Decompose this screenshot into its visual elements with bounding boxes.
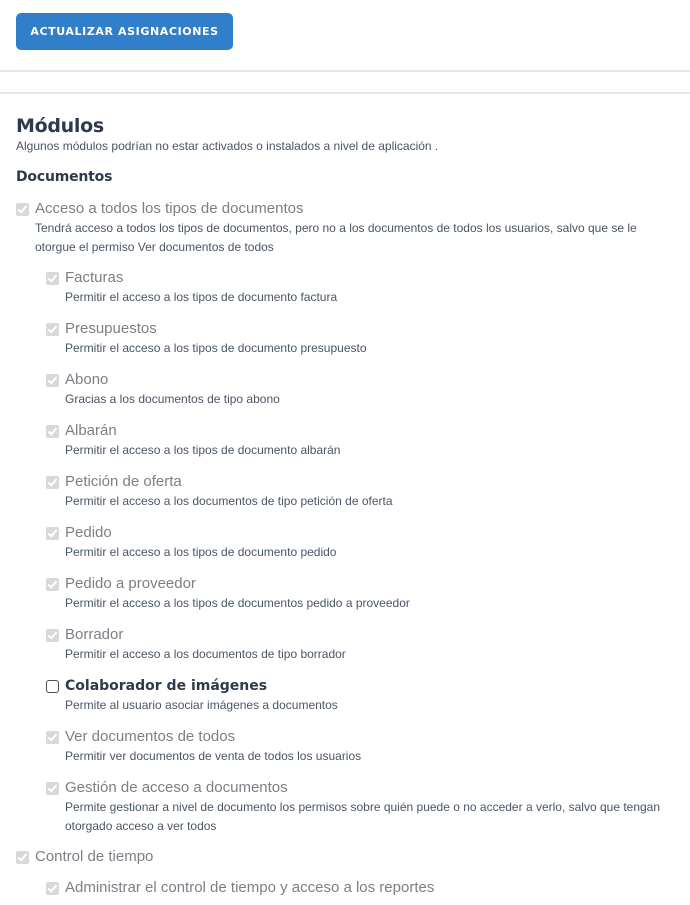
- perm-pedido-proveedor: [46, 574, 676, 613]
- perm-colaborador-imagenes: [46, 676, 676, 715]
- checkbox-checked-disabled-icon[interactable]: [46, 629, 59, 642]
- perm-desc: Permitir el acceso a los tipos de documentos pedido a proveedor: [65, 596, 410, 610]
- modules-section: [16, 114, 676, 898]
- perm-control-tiempo: [16, 847, 676, 867]
- modules-title: Módulos: [16, 115, 104, 137]
- perm-desc: Permitir el acceso a los tipos de documento presupuesto: [65, 341, 367, 355]
- perm-desc: Permitir ver documentos de venta de todos los usuarios: [65, 749, 362, 763]
- perm-desc: Permitir el acceso a los tipos de documento albarán: [65, 443, 341, 457]
- perm-label: Petición de oferta: [65, 473, 182, 490]
- perm-administrar-control-tiempo: [46, 878, 676, 898]
- update-assignments-button[interactable]: ACTUALIZAR ASIGNACIONES: [16, 13, 233, 50]
- perm-ver-documentos-todos: [46, 727, 676, 766]
- perm-desc: Permite al usuario asociar imágenes a documentos: [65, 698, 338, 712]
- checkbox-checked-disabled-icon[interactable]: [46, 425, 59, 438]
- perm-desc: Permitir el acceso a los tipos de documento factura: [65, 290, 338, 304]
- perm-label: Facturas: [65, 269, 124, 286]
- perm-facturas: [46, 268, 676, 307]
- checkbox-unchecked-icon[interactable]: [46, 680, 59, 693]
- perm-label: Presupuestos: [65, 320, 157, 337]
- perm-abono: [46, 370, 676, 409]
- perm-presupuestos: [46, 319, 676, 358]
- checkbox-checked-disabled-icon[interactable]: [16, 851, 29, 864]
- checkbox-checked-disabled-icon[interactable]: [46, 782, 59, 795]
- perm-all-document-types: [16, 199, 676, 257]
- perm-desc: Tendrá acceso a todos los tipos de documentos, pero no a los documentos de todos los usuarios, salvo que se le otorgue el permiso Ver documentos de todos: [35, 221, 637, 254]
- perm-gestion-acceso: [46, 778, 676, 836]
- perm-label: Albarán: [65, 422, 117, 439]
- perm-label: Control de tiempo: [35, 848, 154, 865]
- checkbox-checked-disabled-icon[interactable]: [46, 731, 59, 744]
- perm-albaran: [46, 421, 676, 460]
- perm-label: Borrador: [65, 626, 124, 643]
- perm-desc: Permitir el acceso a los documentos de tipo borrador: [65, 647, 346, 661]
- modules-subtitle: Algunos módulos podrían no estar activados o instalados a nivel de aplicación .: [16, 139, 439, 153]
- group-title-documentos: Documentos: [16, 169, 113, 185]
- perm-desc: Permitir el acceso a los tipos de documento pedido: [65, 545, 337, 559]
- perm-desc: Gracias a los documentos de tipo abono: [65, 392, 280, 406]
- perm-label: Gestión de acceso a documentos: [65, 779, 288, 796]
- perm-desc: Permitir el acceso a los documentos de tipo petición de oferta: [65, 494, 393, 508]
- perm-label: Ver documentos de todos: [65, 728, 236, 745]
- checkbox-checked-disabled-icon[interactable]: [46, 527, 59, 540]
- divider: [0, 92, 690, 94]
- perm-desc: Permite gestionar a nivel de documento los permisos sobre quién puede o no acceder a verlo, salvo que tengan otorgado acceso a ver todos: [65, 800, 661, 833]
- perm-pedido: [46, 523, 676, 562]
- checkbox-checked-disabled-icon[interactable]: [46, 272, 59, 285]
- perm-label: Abono: [65, 371, 109, 388]
- perm-label: Pedido: [65, 524, 112, 541]
- perm-label: Colaborador de imágenes: [65, 678, 268, 694]
- checkbox-checked-disabled-icon[interactable]: [46, 323, 59, 336]
- checkbox-checked-disabled-icon[interactable]: [46, 476, 59, 489]
- checkbox-checked-disabled-icon[interactable]: [16, 203, 29, 216]
- checkbox-checked-disabled-icon[interactable]: [46, 578, 59, 591]
- checkbox-checked-disabled-icon[interactable]: [46, 374, 59, 387]
- checkbox-checked-disabled-icon[interactable]: [46, 882, 59, 895]
- divider: [0, 70, 690, 72]
- perm-label: Administrar el control de tiempo y acceso a los reportes: [65, 879, 435, 896]
- perm-borrador: [46, 625, 676, 664]
- perm-label: Pedido a proveedor: [65, 575, 196, 592]
- perm-label: Acceso a todos los tipos de documentos: [35, 200, 304, 217]
- perm-peticion-oferta: [46, 472, 676, 511]
